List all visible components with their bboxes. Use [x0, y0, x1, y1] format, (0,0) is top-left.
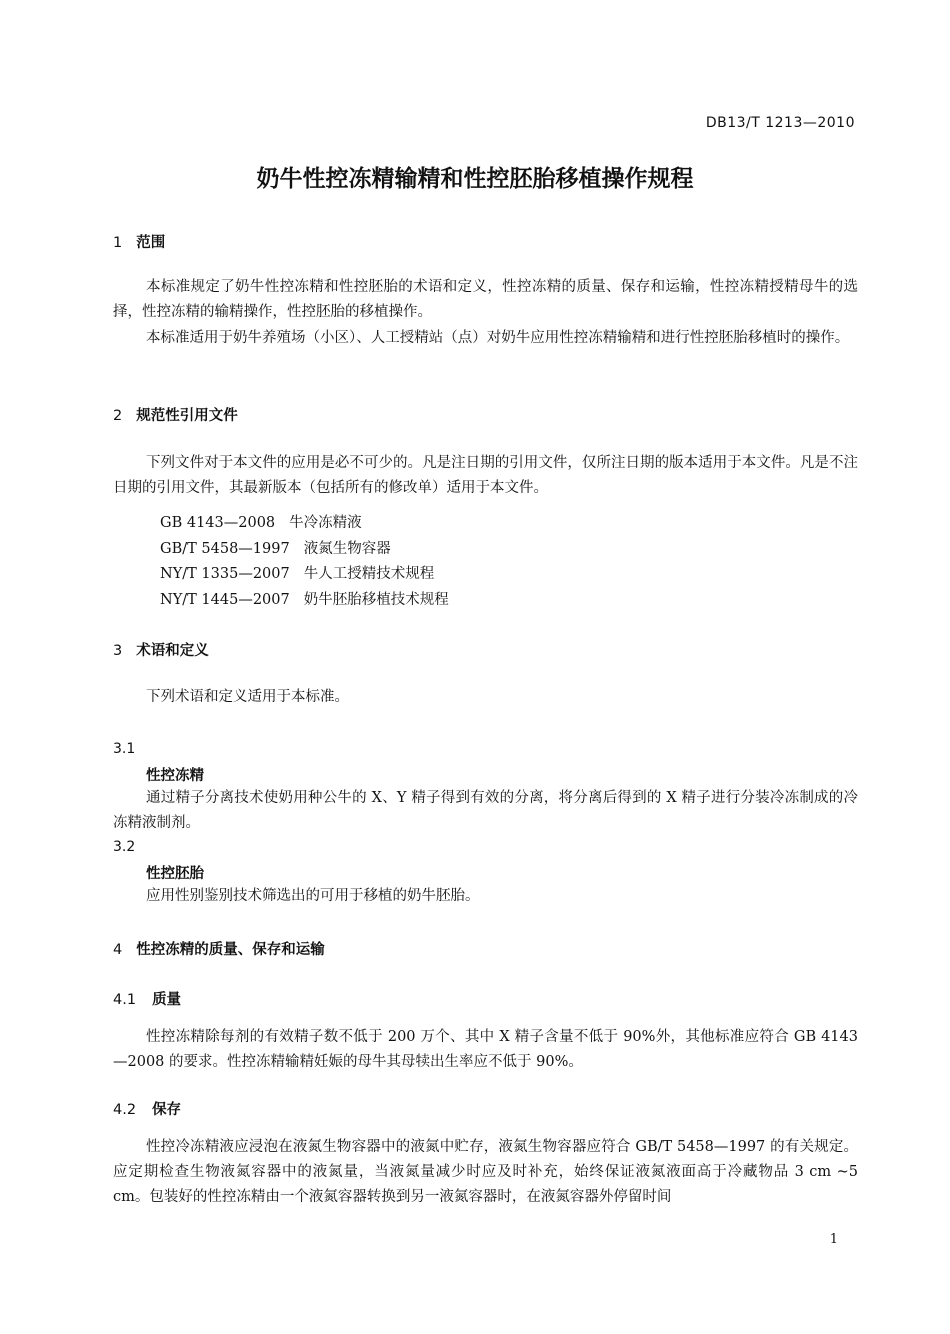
reference-item [160, 511, 449, 537]
reference-item [160, 562, 449, 588]
section-4-number: 4 [113, 942, 123, 958]
section-2-number: 2 [113, 408, 123, 424]
section-4-2-title: 保存 [152, 1102, 182, 1118]
term-3-1: 性控冻精 [146, 768, 204, 784]
reference-title: 奶牛胚胎移植技术规程 [303, 591, 449, 608]
term-3-1-definition: 通过精子分离技术使奶用种公牛的 X、Y 精子得到有效的分离，将分离后得到的 X 精子进行分装冷冻制成的冷冻精液制剂。 [113, 790, 858, 831]
page-number: 1 [829, 1232, 838, 1247]
normative-reference-list [160, 511, 449, 613]
reference-code: GB/T 5458—1997 [160, 540, 290, 557]
section-2-title: 规范性引用文件 [136, 408, 238, 424]
section-1-paragraph-2: 本标准适用于奶牛养殖场（小区）、人工授精站（点）对奶牛应用性控冻精输精和进行性控胚胎移植时的操作。 [146, 330, 850, 346]
section-4-2-number: 4.2 [113, 1102, 137, 1118]
section-4-1-paragraph: 性控冻精除每剂的有效精子数不低于 200 万个、其中 X 精子含量不低于 90%外，其他标准应符合 GB 4143—2008 的要求。性控冻精输精妊娠的母牛其母犊出生率应不低于 90%。 [113, 1029, 858, 1070]
standard-code: DB13/T 1213—2010 [705, 115, 855, 131]
clause-3-2-number: 3.2 [113, 839, 136, 855]
section-2-paragraph-1: 下列文件对于本文件的应用是必不可少的。凡是注日期的引用文件，仅所注日期的版本适用于本文件。凡是不注日期的引用文件，其最新版本（包括所有的修改单）适用于本文件。 [113, 455, 858, 496]
reference-title: 液氮生物容器 [303, 540, 391, 557]
section-2-heading [113, 404, 238, 425]
section-4-2-heading [113, 1098, 181, 1119]
section-3-paragraph-1: 下列术语和定义适用于本标准。 [146, 689, 349, 705]
section-4-2-paragraph: 性控冷冻精液应浸泡在液氮生物容器中的液氮中贮存，液氮生物容器应符合 GB/T 5458—1997 的有关规定。应定期检查生物液氮容器中的液氮量，当液氮量减少时应及时补充，始终保证液氮液面高于冷藏物品 3 cm ~5 cm。包装好的性控冻精由一个液氮容器转换到另一液氮容器时，在液氮容器外停留时间 [113, 1139, 858, 1205]
section-4-1-title: 质量 [152, 992, 182, 1008]
section-3-title: 术语和定义 [136, 643, 209, 659]
section-4-1-heading [113, 988, 181, 1009]
reference-item [160, 537, 449, 563]
section-4-title: 性控冻精的质量、保存和运输 [136, 942, 325, 958]
section-1-paragraph-1: 本标准规定了奶牛性控冻精和性控胚胎的术语和定义，性控冻精的质量、保存和运输，性控冻精授精母牛的选择，性控冻精的输精操作，性控胚胎的移植操作。 [113, 279, 858, 320]
document-title: 奶牛性控冻精输精和性控胚胎移植操作规程 [256, 166, 694, 192]
section-3-heading [113, 639, 209, 660]
reference-code: NY/T 1445—2007 [160, 591, 290, 608]
reference-title: 牛人工授精技术规程 [303, 566, 435, 582]
reference-code: NY/T 1335—2007 [160, 566, 290, 582]
term-3-2-definition: 应用性别鉴别技术筛选出的可用于移植的奶牛胚胎。 [146, 888, 480, 904]
reference-item [160, 588, 449, 614]
reference-code: GB 4143—2008 [160, 515, 276, 531]
reference-title: 牛冷冻精液 [289, 515, 362, 531]
section-1-heading [113, 231, 165, 252]
section-4-1-number: 4.1 [113, 992, 137, 1008]
clause-3-1-number: 3.1 [113, 741, 136, 757]
section-3-number: 3 [113, 643, 123, 659]
term-3-2: 性控胚胎 [146, 866, 204, 882]
section-1-number: 1 [113, 235, 123, 251]
section-4-heading [113, 938, 325, 959]
section-1-title: 范围 [136, 235, 166, 251]
